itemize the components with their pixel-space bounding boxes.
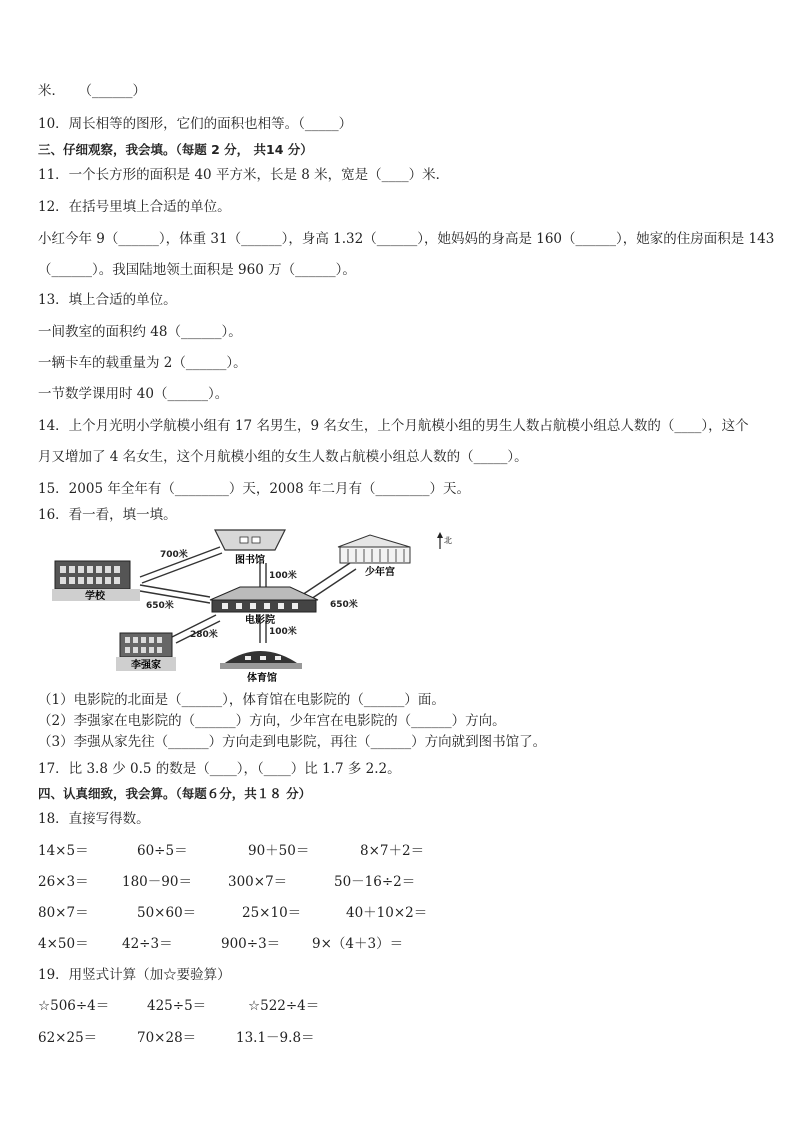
school-label: 学校 xyxy=(85,591,105,602)
library-building xyxy=(215,530,285,566)
q13-line-3: 一节数学课用时 40（______）。 xyxy=(38,386,229,402)
q9-tail-line: 米． （______） xyxy=(38,83,146,99)
q18-item: 50×60＝ xyxy=(137,905,197,921)
q14-line-1: 14．上个月光明小学航模小组有 17 名男生，9 名女生，上个月航模小组的男生人数占航模小组总人数的（____），这个 xyxy=(38,418,749,434)
q16-sub-2: （2）李强家在电影院的（______）方向，少年宫在电影院的（______）方向。 xyxy=(38,713,506,729)
gym-building xyxy=(220,651,302,684)
q19-item: 62×25＝ xyxy=(38,1030,98,1046)
q13-title: 13．填上合适的单位。 xyxy=(38,292,177,308)
q19-item: 425÷5＝ xyxy=(147,998,207,1014)
distance-school-cinema: 650米 xyxy=(146,601,174,611)
q16-map xyxy=(50,525,450,685)
q12-title: 12．在括号里填上合适的单位。 xyxy=(38,199,231,215)
liqiang-home-building xyxy=(116,633,176,671)
gym-label: 体育馆 xyxy=(247,673,277,684)
q18-item: 25×10＝ xyxy=(242,905,302,921)
q12-line-1: 小红今年 9（______），体重 31（______），身高 1.32（______），她妈妈的身高是 160（______），她家的住房面积是 143 xyxy=(38,231,775,247)
distance-cinema-palace: 650米 xyxy=(330,600,358,610)
q18-item: 9×（4＋3）＝ xyxy=(312,936,404,952)
q19-item: 13.1－9.8＝ xyxy=(236,1030,315,1046)
q14-line-2: 月又增加了 4 名女生，这个月航模小组的女生人数占航模小组总人数的（_____）。 xyxy=(38,449,528,465)
q18-item: 90＋50＝ xyxy=(248,843,310,859)
q18-item: 180－90＝ xyxy=(122,874,192,890)
q18-item: 40＋10×2＝ xyxy=(346,905,428,921)
cinema-label: 电影院 xyxy=(245,615,275,626)
q16-title: 16．看一看，填一填。 xyxy=(38,507,177,523)
q18-item: 80×7＝ xyxy=(38,905,89,921)
q18-item: 26×3＝ xyxy=(38,874,89,890)
youth-palace-building xyxy=(338,535,410,578)
q18-title: 18．直接写得数。 xyxy=(38,811,150,827)
youth-palace-label: 少年宫 xyxy=(365,567,395,578)
q19-item: ☆522÷4＝ xyxy=(248,998,320,1014)
distance-school-library: 700米 xyxy=(160,550,188,560)
distance-home-cinema: 280米 xyxy=(190,630,218,640)
q13-line-1: 一间教室的面积约 48（______）。 xyxy=(38,324,242,340)
q18-item: 4×50＝ xyxy=(38,936,89,952)
north-arrow-icon xyxy=(437,532,452,549)
q16-sub-1: （1）电影院的北面是（______），体育馆在电影院的（______）面。 xyxy=(38,692,445,708)
q19-item: ☆506÷4＝ xyxy=(38,998,110,1014)
q18-item: 14×5＝ xyxy=(38,843,89,859)
north-label: 北 xyxy=(444,536,452,545)
q18-item: 42÷3＝ xyxy=(122,936,173,952)
q18-item: 300×7＝ xyxy=(228,874,288,890)
section-4-heading: 四、认真细致，我会算。（每题６分，共１８ 分） xyxy=(38,786,312,801)
q18-item: 8×7＋2＝ xyxy=(360,843,425,859)
q17-line: 17．比 3.8 少 0.5 的数是（____），（____）比 1.7 多 2.2。 xyxy=(38,761,401,777)
liqiang-home-label: 李强家 xyxy=(131,660,161,671)
q10-line: 10．周长相等的图形，它们的面积也相等。（_____） xyxy=(38,116,353,132)
q18-item: 60÷5＝ xyxy=(137,843,188,859)
q18-item: 900÷3＝ xyxy=(221,936,281,952)
distance-cinema-gym: 100米 xyxy=(269,627,297,637)
q13-line-2: 一辆卡车的载重量为 2（______）。 xyxy=(38,355,247,371)
section-3-heading: 三、仔细观察，我会填。（每题 2 分， 共14 分） xyxy=(38,142,313,157)
q18-item: 50－16÷2＝ xyxy=(334,874,416,890)
q19-item: 70×28＝ xyxy=(137,1030,197,1046)
q12-line-2: （______）。我国陆地领土面积是 960 万（______）。 xyxy=(38,262,356,278)
q15-line: 15．2005 年全年有（________）天，2008 年二月有（________）天。 xyxy=(38,481,470,497)
q19-title: 19．用竖式计算（加☆要验算） xyxy=(38,967,231,983)
library-label: 图书馆 xyxy=(235,555,265,566)
school-building xyxy=(52,561,140,602)
q11-line: 11．一个长方形的面积是 40 平方米，长是 8 米，宽是（____）米． xyxy=(38,167,450,183)
q16-sub-3: （3）李强从家先往（______）方向走到电影院，再往（______）方向就到图书馆了。 xyxy=(38,734,547,750)
distance-library-cinema: 100米 xyxy=(269,571,297,581)
cinema-building xyxy=(210,587,318,626)
